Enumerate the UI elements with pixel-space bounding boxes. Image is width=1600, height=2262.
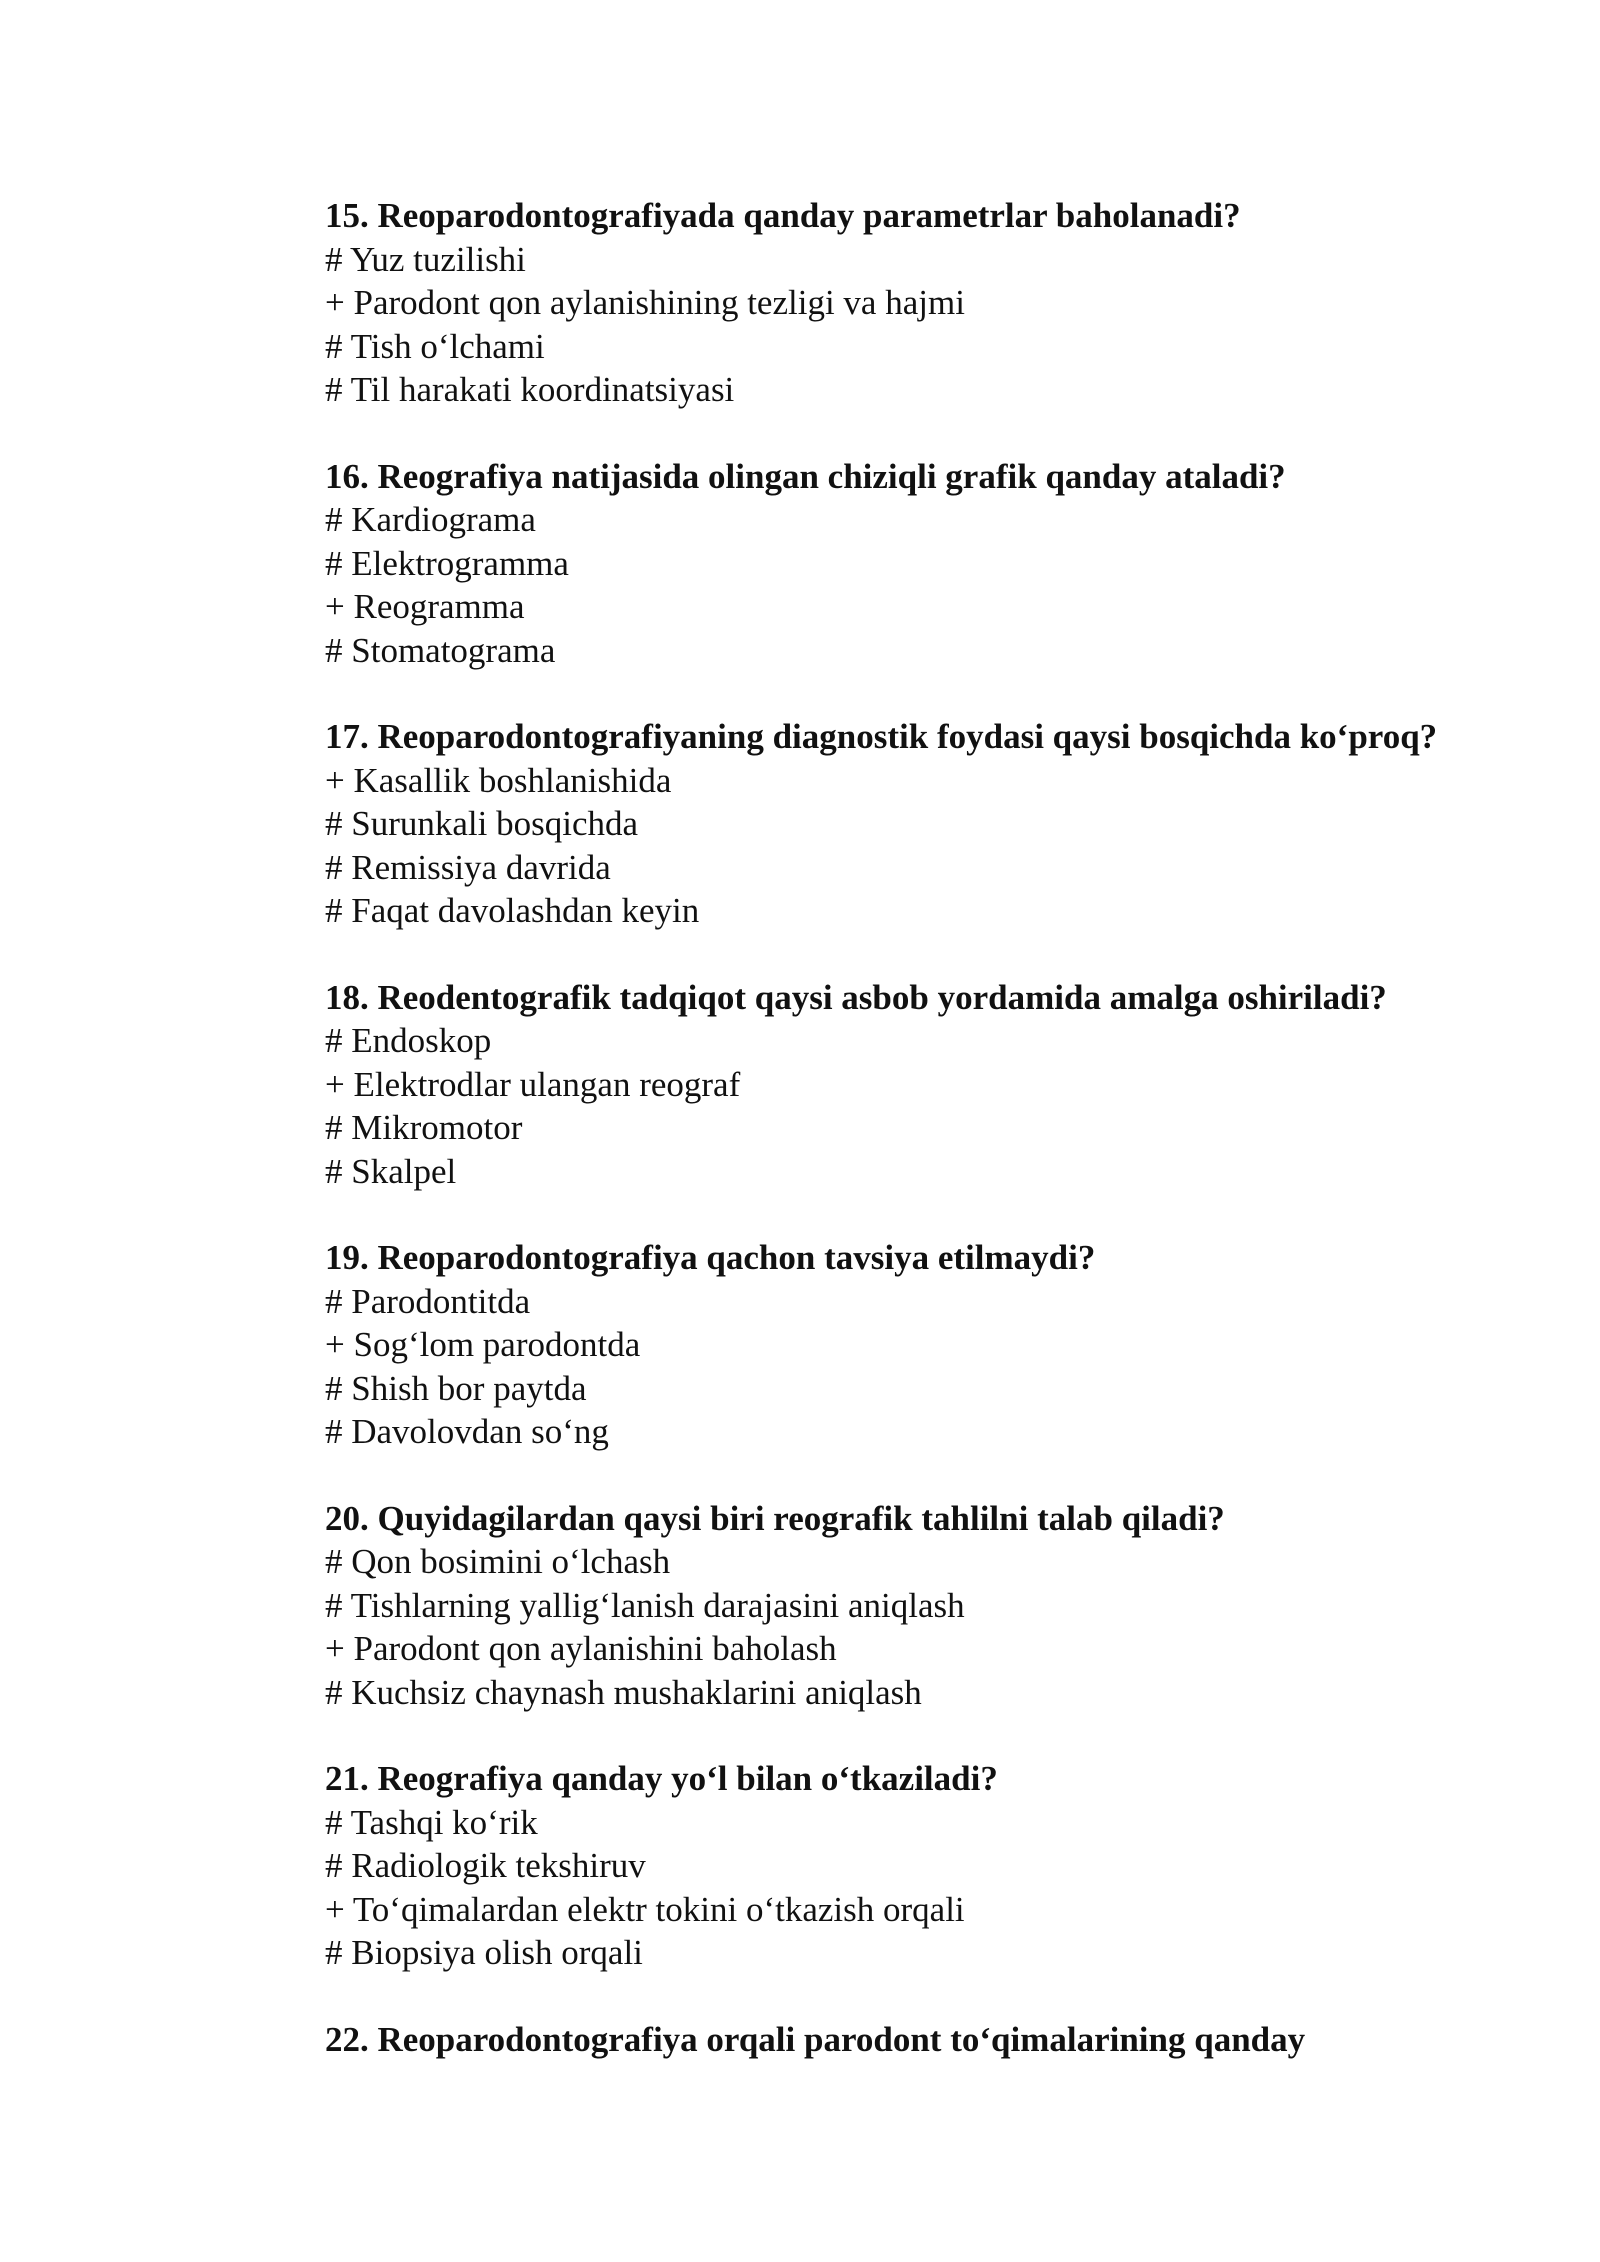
answer-option: # Mikromotor [325,1108,523,1147]
answer-option: # Skalpel [325,1151,457,1191]
question-title: 22. Reoparodontografiya orqali parodont to‘qimalarining qanday [325,2019,1306,2059]
question-title: 15. Reoparodontografiyada qanday parametrlar baholanadi? [325,196,1241,235]
answer-option: + Elektrodlar ulangan reograf [325,1064,741,1104]
answer-option: + Kasallik boshlanishida [325,760,672,800]
answer-option: + Reogramma [325,587,525,626]
question-title: 21. Reografiya qanday yo‘l bilan o‘tkaziladi? [325,1759,998,1798]
answer-option: # Tishlarning yallig‘lanish darajasini aniqlash [325,1585,965,1625]
answer-option: # Biopsiya olish orqali [325,1933,643,1972]
answer-option: # Tashqi ko‘rik [325,1802,538,1842]
answer-option: # Shish bor paytda [325,1368,587,1408]
question-title: 17. Reoparodontografiyaning diagnostik foydasi qaysi bosqichda ko‘proq? [325,717,1438,756]
answer-option: # Remissiya davrida [325,847,611,887]
answer-option: + Sog‘lom parodontda [325,1325,641,1364]
document-page [325,194,1505,2104]
answer-option: # Kardiograma [325,500,536,539]
answer-option: # Til harakati koordinatsiyasi [325,370,735,409]
question-15 [325,194,1505,412]
answer-option: # Davolovdan so‘ng [325,1412,609,1451]
answer-option: # Elektrogramma [325,543,569,583]
answer-option: + Parodont qon aylanishining tezligi va hajmi [325,283,965,322]
answer-option: # Yuz tuzilishi [325,239,526,279]
answer-option: + To‘qimalardan elektr tokini o‘tkazish orqali [325,1889,965,1929]
question-19 [325,1236,1505,1454]
question-18 [325,976,1505,1194]
question-16 [325,455,1505,673]
answer-option: # Tish o‘lchami [325,326,545,366]
question-17 [325,715,1505,933]
answer-option: # Endoskop [325,1021,492,1060]
answer-option: # Qon bosimini o‘lchash [325,1542,671,1581]
answer-option: # Kuchsiz chaynash mushaklarini aniqlash [325,1672,922,1712]
answer-option: # Stomatograma [325,630,556,670]
question-20 [325,1497,1505,1715]
answer-option: # Surunkali bosqichda [325,804,639,843]
answer-option: # Radiologik tekshiruv [325,1846,646,1885]
question-title: 18. Reodentografik tadqiqot qaysi asbob yordamida amalga oshiriladi? [325,977,1387,1017]
question-22 [325,2018,1505,2062]
question-21 [325,1757,1505,1975]
answer-option: + Parodont qon aylanishini baholash [325,1629,837,1668]
question-title: 20. Quyidagilardan qaysi biri reografik tahlilni talab qiladi? [325,1498,1225,1538]
answer-option: # Faqat davolashdan keyin [325,891,700,930]
question-title: 16. Reografiya natijasida olingan chiziqli grafik qanday ataladi? [325,456,1286,496]
answer-option: # Parodontitda [325,1281,531,1321]
question-title: 19. Reoparodontografiya qachon tavsiya etilmaydi? [325,1238,1096,1277]
